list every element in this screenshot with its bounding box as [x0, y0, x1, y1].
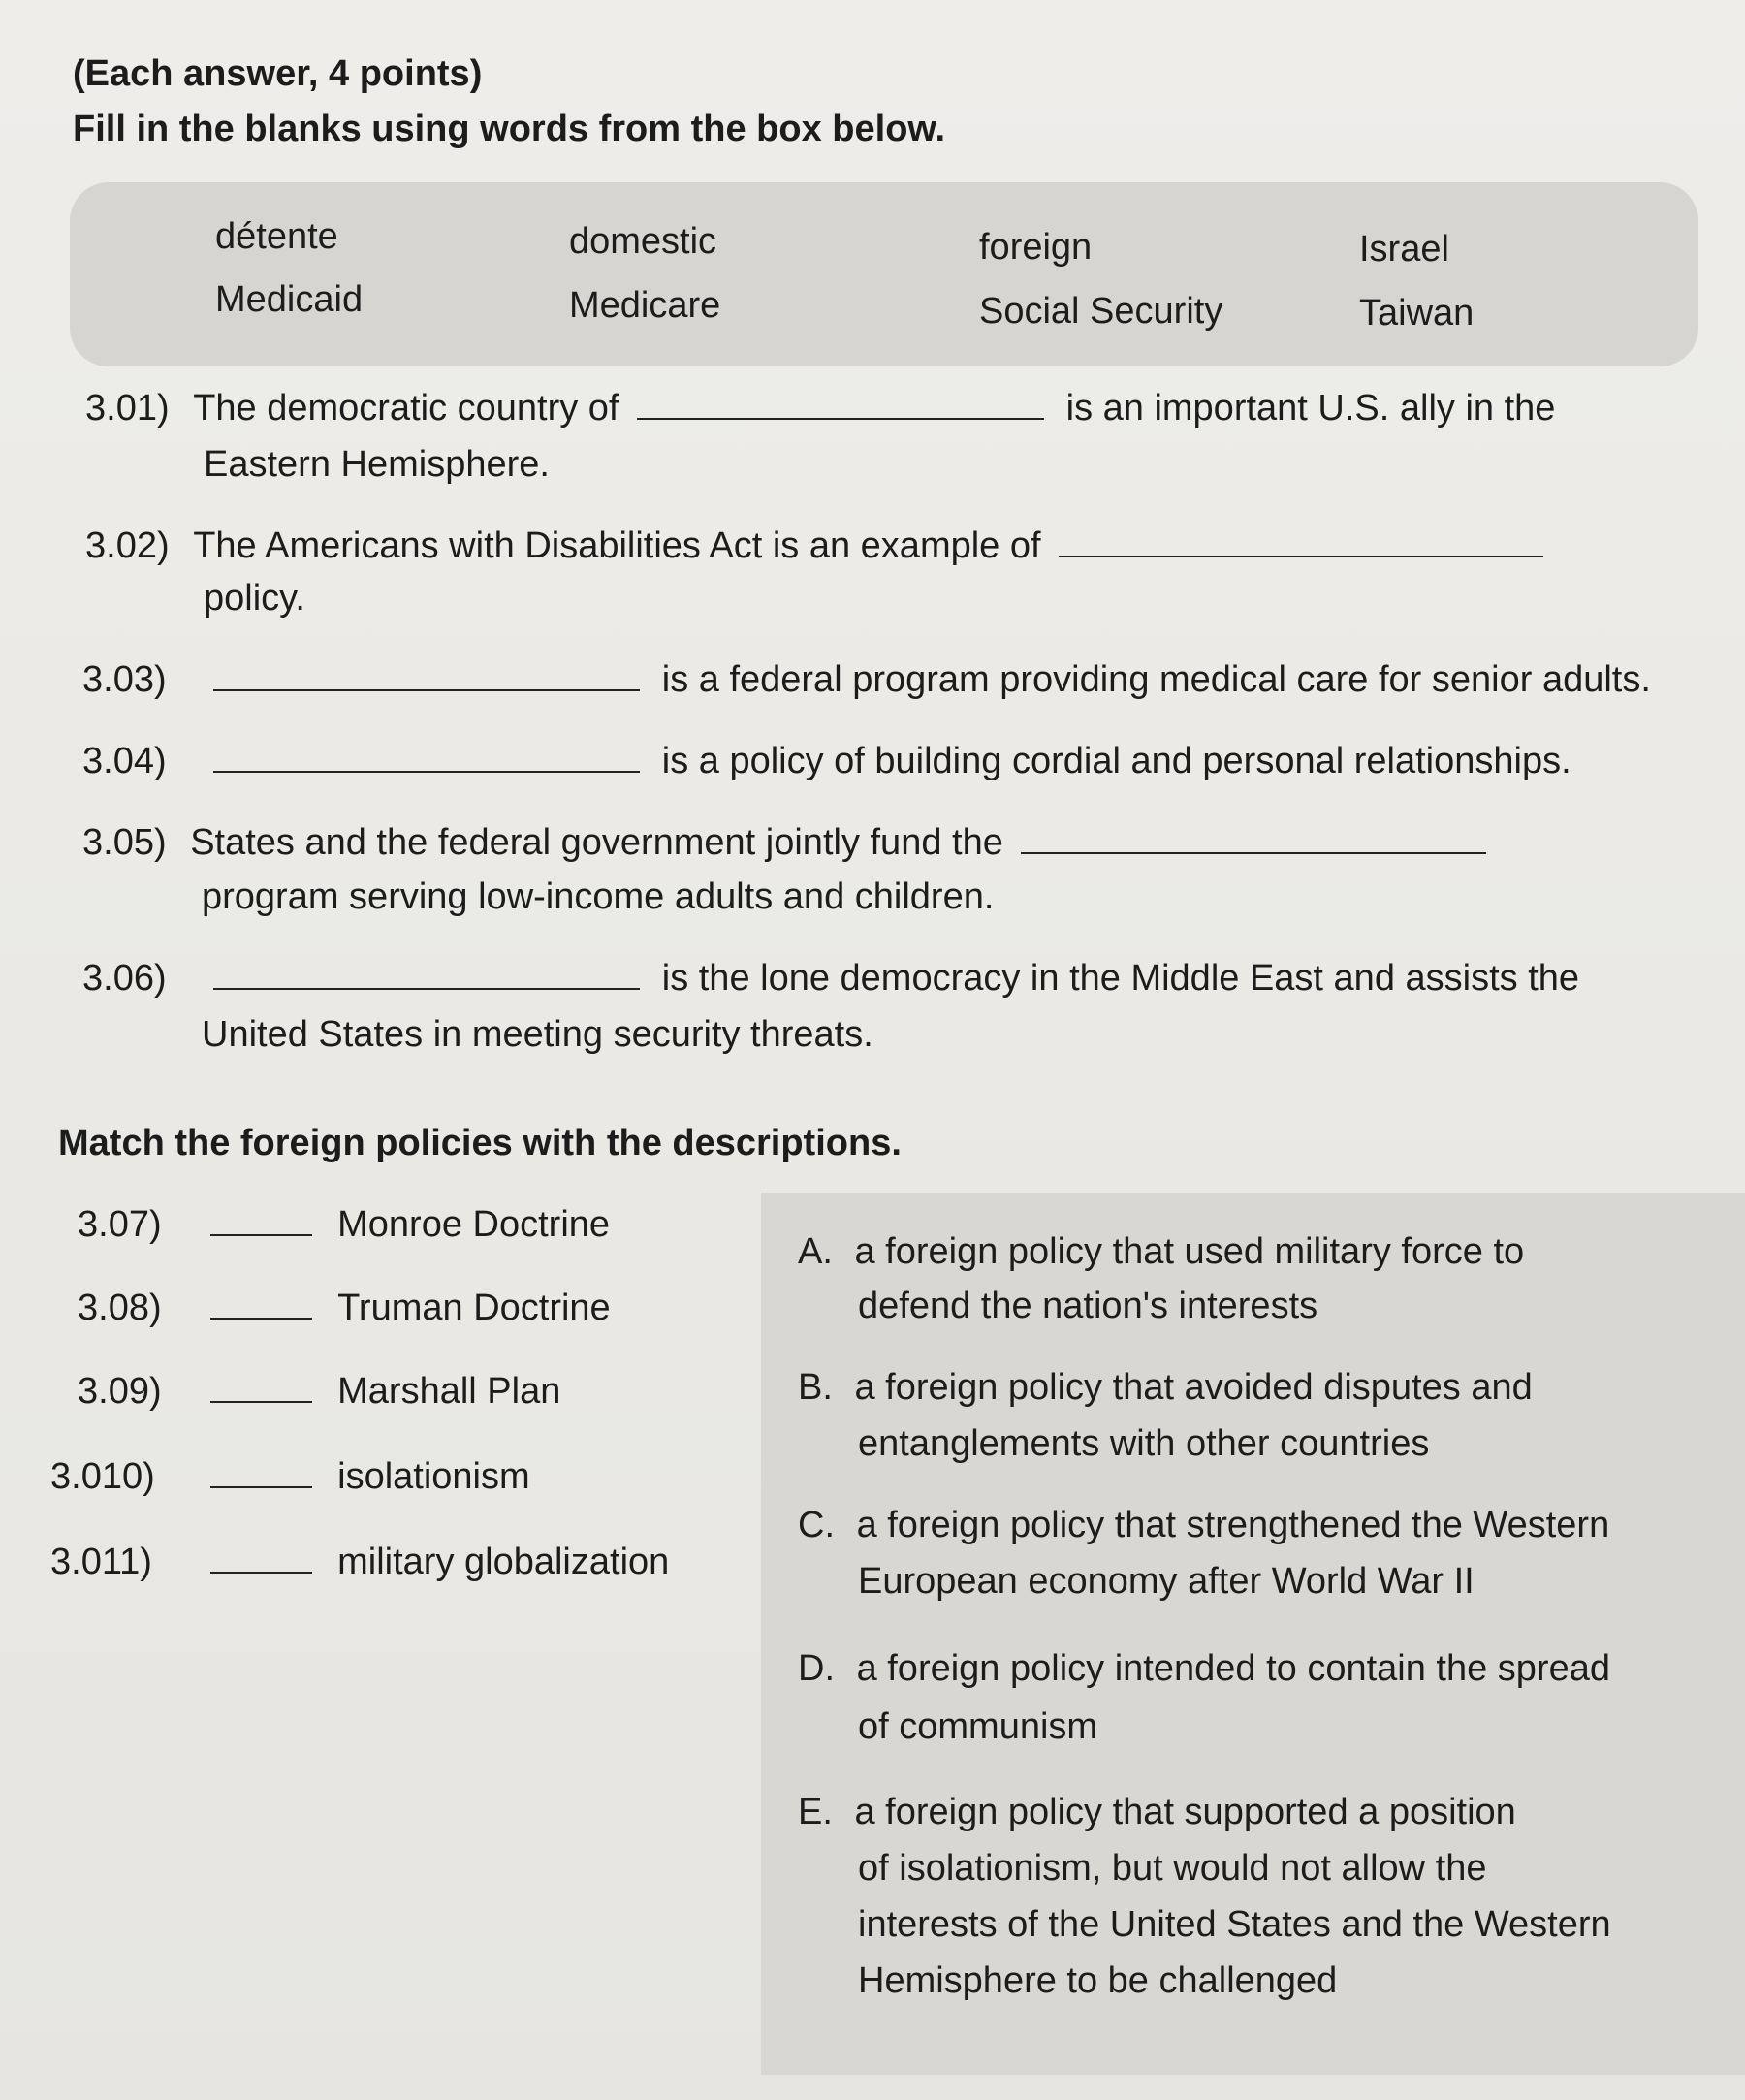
description-letter: E.: [798, 1792, 833, 1832]
match-item-3-09: [78, 1371, 560, 1413]
answer-blank[interactable]: [637, 389, 1044, 420]
description-text: interests of the United States and the Western: [858, 1904, 1611, 1945]
match-term: military globalization: [337, 1542, 670, 1582]
description-text: a foreign policy that used military force to: [854, 1231, 1525, 1272]
question-text: is a federal program providing medical care for senior adults.: [661, 659, 1651, 700]
description-text: defend the nation's interests: [858, 1286, 1318, 1326]
match-blank[interactable]: [210, 1543, 312, 1574]
description-text: a foreign policy intended to contain the spread: [856, 1648, 1610, 1689]
match-item-3-08: [78, 1288, 611, 1329]
word-foreign: foreign: [979, 227, 1093, 268]
question-3-03: [82, 659, 1651, 701]
word-domestic: domestic: [569, 221, 717, 262]
match-term: Marshall Plan: [337, 1371, 561, 1412]
match-number: 3.09): [78, 1371, 162, 1412]
match-blank[interactable]: [210, 1205, 312, 1236]
match-blank[interactable]: [210, 1457, 312, 1488]
description-text: European economy after World War II: [858, 1561, 1475, 1602]
question-number: 3.06): [82, 958, 167, 999]
description-letter: A.: [798, 1231, 833, 1272]
description-b: [798, 1367, 1533, 1409]
description-letter: C.: [798, 1505, 835, 1545]
answer-blank[interactable]: [213, 959, 640, 990]
match-term: isolationism: [337, 1456, 530, 1497]
description-text: of communism: [858, 1706, 1098, 1747]
word-detente: détente: [215, 216, 338, 257]
word-bank: [70, 182, 1698, 366]
match-blank[interactable]: [210, 1289, 312, 1320]
question-text: The Americans with Disabilities Act is an example of: [193, 525, 1041, 566]
word-medicaid: Medicaid: [215, 279, 364, 320]
question-text: is a policy of building cordial and personal relationships.: [661, 741, 1571, 781]
description-a: [798, 1231, 1524, 1273]
match-item-3-010: [50, 1456, 530, 1498]
word-taiwan: Taiwan: [1359, 293, 1475, 334]
word-israel: Israel: [1359, 229, 1449, 270]
question-text: is an important U.S. ally in the: [1065, 388, 1556, 429]
question-number: 3.01): [85, 388, 170, 429]
question-text: is the lone democracy in the Middle East and assists the: [661, 958, 1580, 999]
description-text: a foreign policy that supported a position: [854, 1792, 1516, 1832]
description-text: entanglements with other countries: [858, 1423, 1430, 1464]
match-number: 3.08): [78, 1288, 162, 1328]
description-letter: B.: [798, 1367, 833, 1408]
match-blank[interactable]: [210, 1372, 312, 1403]
question-3-05: [82, 822, 1486, 864]
match-item-3-07: [78, 1204, 610, 1246]
description-text: of isolationism, but would not allow the: [858, 1848, 1487, 1889]
answer-blank[interactable]: [1021, 823, 1486, 854]
match-term: Monroe Doctrine: [337, 1204, 611, 1245]
question-3-01-line2: Eastern Hemisphere.: [204, 444, 550, 485]
answer-blank[interactable]: [213, 742, 640, 773]
description-text: Hemisphere to be challenged: [858, 1960, 1338, 2001]
description-e: [798, 1792, 1516, 1833]
question-3-05-line2: program serving low-income adults and children.: [202, 876, 995, 917]
match-number: 3.07): [78, 1204, 162, 1245]
match-heading: Match the foreign policies with the descriptions.: [58, 1123, 902, 1163]
question-3-01: [85, 388, 1555, 430]
word-medicare: Medicare: [569, 285, 721, 326]
description-c: [798, 1505, 1609, 1546]
description-text: a foreign policy that strengthened the Western: [856, 1505, 1610, 1545]
question-text: States and the federal government jointly fund the: [190, 822, 1003, 863]
question-3-02-line2: policy.: [204, 578, 305, 619]
instructions: Fill in the blanks using words from the box below.: [73, 109, 946, 149]
question-number: 3.05): [82, 822, 167, 863]
match-term: Truman Doctrine: [337, 1288, 611, 1328]
answer-blank[interactable]: [213, 660, 640, 691]
question-number: 3.02): [85, 525, 170, 566]
question-3-06: [82, 958, 1579, 1000]
match-item-3-011: [50, 1542, 669, 1583]
description-d: [798, 1648, 1610, 1690]
question-number: 3.04): [82, 741, 167, 781]
descriptions-box: [761, 1193, 1745, 2075]
question-3-06-line2: United States in meeting security threats.: [202, 1014, 873, 1055]
points-note: (Each answer, 4 points): [73, 53, 483, 94]
description-letter: D.: [798, 1648, 835, 1689]
match-number: 3.010): [50, 1456, 155, 1497]
question-3-02: [85, 525, 1543, 567]
question-number: 3.03): [82, 659, 167, 700]
description-text: a foreign policy that avoided disputes and: [854, 1367, 1533, 1408]
question-text: The democratic country of: [193, 388, 619, 429]
question-3-04: [82, 741, 1571, 782]
word-social-security: Social Security: [979, 291, 1223, 332]
answer-blank[interactable]: [1059, 526, 1543, 557]
match-number: 3.011): [50, 1542, 152, 1582]
